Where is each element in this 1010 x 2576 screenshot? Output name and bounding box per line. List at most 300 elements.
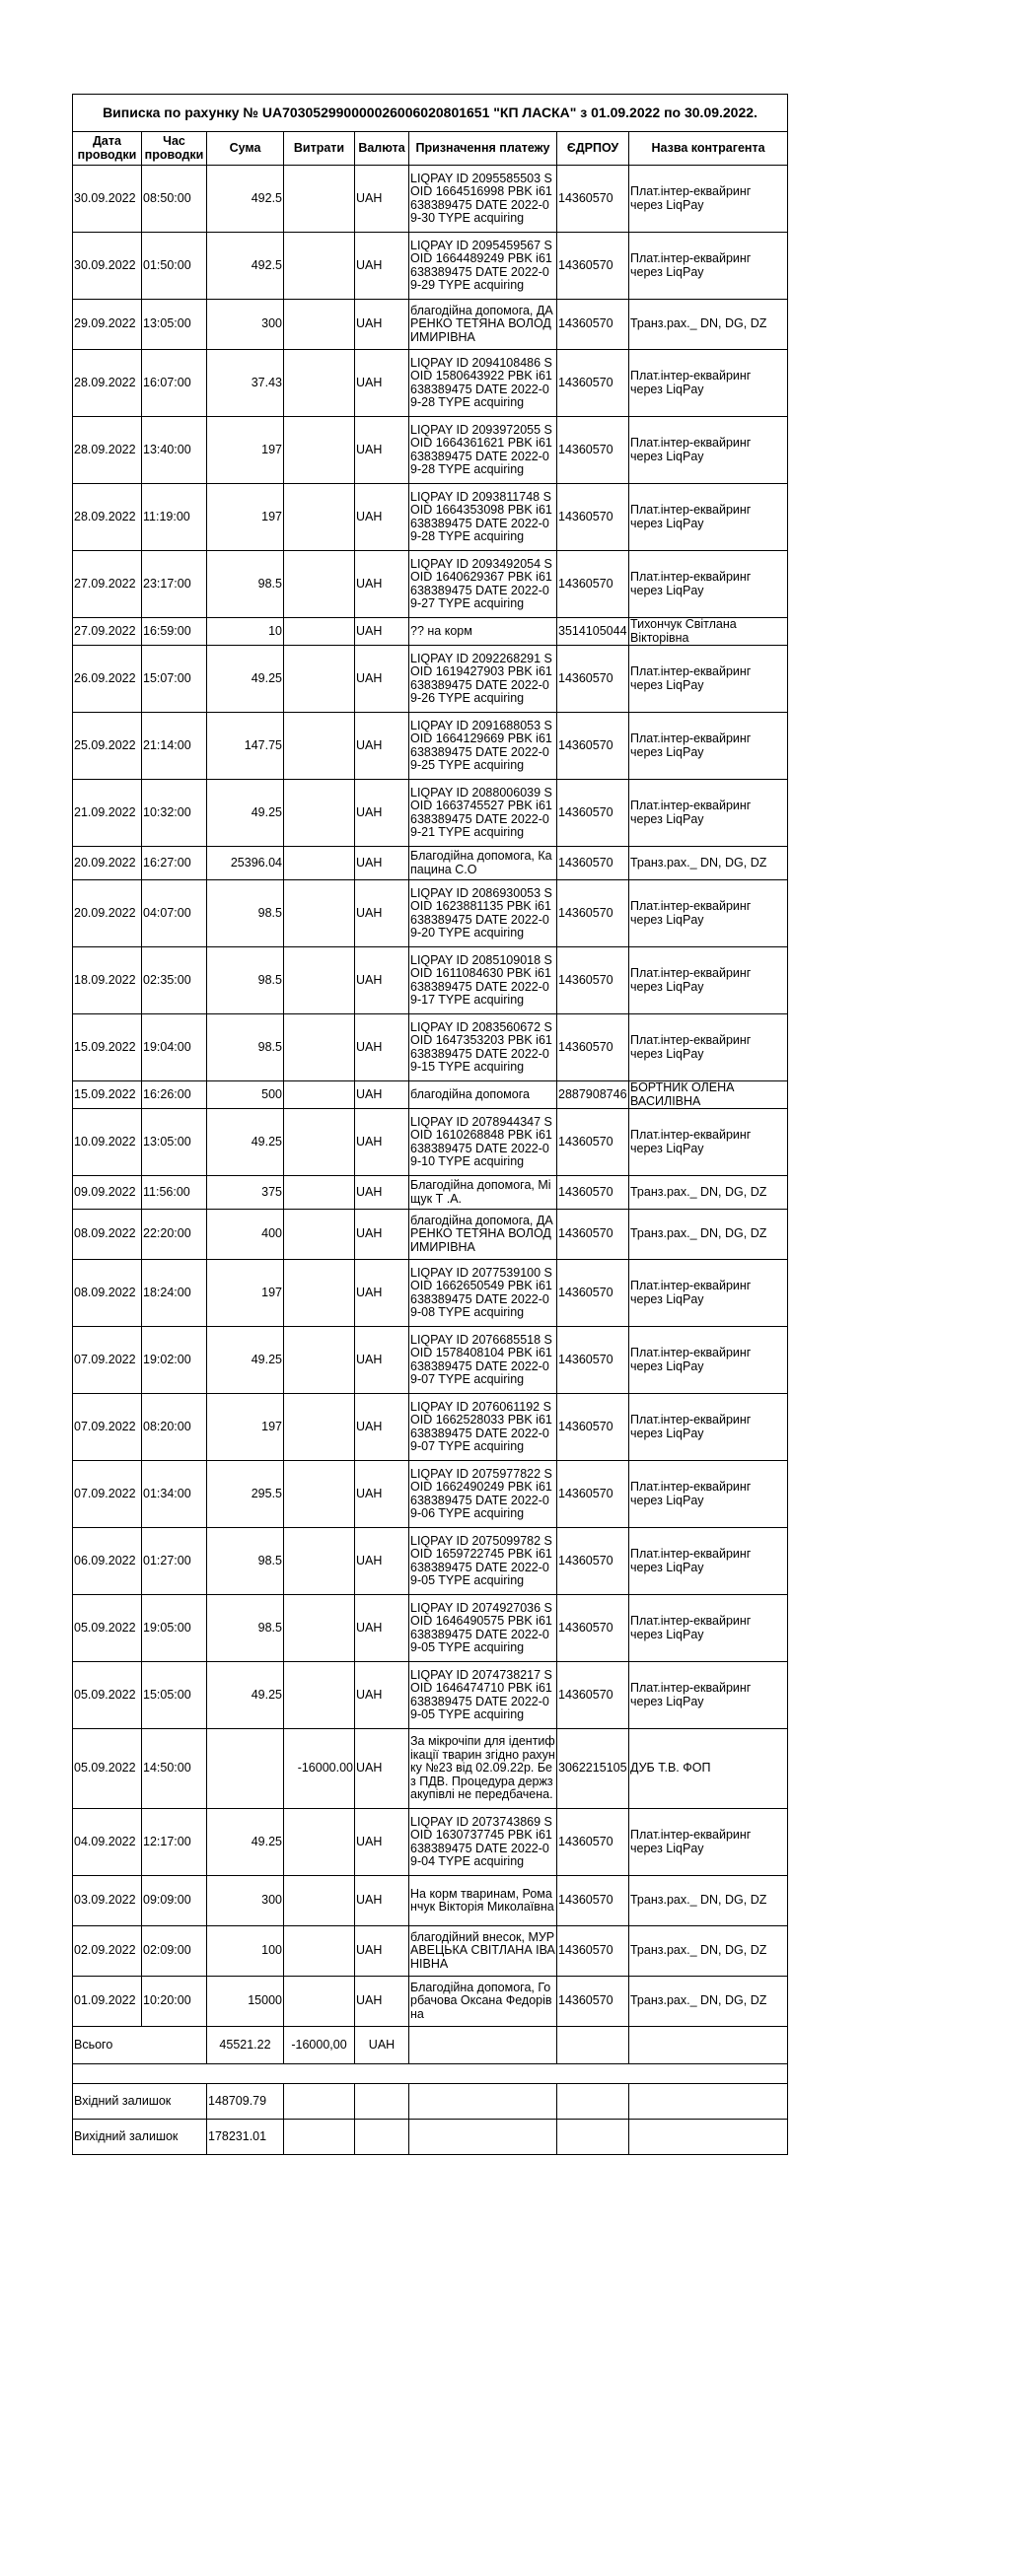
cell-currency: UAH xyxy=(355,646,409,713)
cell-counterparty: Плат.інтер-еквайринг через LiqPay xyxy=(629,417,788,484)
cell-time: 10:32:00 xyxy=(142,780,207,847)
cell-counterparty: Плат.інтер-еквайринг через LiqPay xyxy=(629,1662,788,1729)
cell-edrpou: 3062215105 xyxy=(557,1729,629,1809)
cell-expense xyxy=(284,1176,355,1210)
cell-amount: 49.25 xyxy=(207,1109,284,1176)
opening-balance-label: Вхідний залишок xyxy=(73,2084,207,2120)
closing-balance-label: Вихідний залишок xyxy=(73,2120,207,2155)
cell-time: 23:17:00 xyxy=(142,551,207,618)
empty-cell xyxy=(409,2120,557,2155)
cell-edrpou: 14360570 xyxy=(557,947,629,1014)
cell-expense xyxy=(284,1210,355,1260)
cell-date: 27.09.2022 xyxy=(73,551,142,618)
cell-amount: 49.25 xyxy=(207,646,284,713)
total-row xyxy=(73,2027,788,2064)
empty-cell xyxy=(409,2027,557,2064)
cell-purpose: LIQPAY ID 2095459567 SOID 1664489249 PBK i61638389475 DATE 2022-09-29 TYPE acquiring xyxy=(409,233,557,300)
empty-cell xyxy=(284,2120,355,2155)
cell-expense xyxy=(284,233,355,300)
cell-date: 29.09.2022 xyxy=(73,300,142,350)
cell-time: 16:59:00 xyxy=(142,618,207,646)
cell-date: 08.09.2022 xyxy=(73,1210,142,1260)
cell-currency: UAH xyxy=(355,350,409,417)
cell-date: 01.09.2022 xyxy=(73,1977,142,2027)
header-date: Дата проводки xyxy=(73,132,142,166)
cell-counterparty: Плат.інтер-еквайринг через LiqPay xyxy=(629,551,788,618)
cell-purpose: LIQPAY ID 2093492054 SOID 1640629367 PBK i61638389475 DATE 2022-09-27 TYPE acquiring xyxy=(409,551,557,618)
cell-expense xyxy=(284,1876,355,1926)
cell-counterparty: Плат.інтер-еквайринг через LiqPay xyxy=(629,880,788,947)
table-row xyxy=(73,233,788,300)
cell-counterparty: БОРТНИК ОЛЕНА ВАСИЛІВНА xyxy=(629,1081,788,1109)
table-row xyxy=(73,713,788,780)
cell-expense xyxy=(284,1014,355,1081)
empty-cell xyxy=(557,2120,629,2155)
cell-counterparty: Транз.рах._ DN, DG, DZ xyxy=(629,1176,788,1210)
cell-counterparty: Транз.рах._ DN, DG, DZ xyxy=(629,1977,788,2027)
cell-amount: 37.43 xyxy=(207,350,284,417)
cell-counterparty: Плат.інтер-еквайринг через LiqPay xyxy=(629,1528,788,1595)
cell-time: 09:09:00 xyxy=(142,1876,207,1926)
table-row xyxy=(73,1176,788,1210)
cell-time: 22:20:00 xyxy=(142,1210,207,1260)
cell-expense xyxy=(284,350,355,417)
cell-time: 21:14:00 xyxy=(142,713,207,780)
empty-cell xyxy=(284,2084,355,2120)
cell-date: 28.09.2022 xyxy=(73,484,142,551)
cell-date: 05.09.2022 xyxy=(73,1729,142,1809)
cell-currency: UAH xyxy=(355,551,409,618)
cell-purpose: Благодійна допомога, Горбачова Оксана Федорівна xyxy=(409,1977,557,2027)
spacer-row xyxy=(73,2064,788,2084)
cell-date: 20.09.2022 xyxy=(73,880,142,947)
total-amount: 45521.22 xyxy=(207,2027,284,2064)
cell-amount: 49.25 xyxy=(207,780,284,847)
cell-time: 19:05:00 xyxy=(142,1595,207,1662)
cell-expense xyxy=(284,551,355,618)
cell-edrpou: 14360570 xyxy=(557,847,629,880)
cell-purpose: LIQPAY ID 2093972055 SOID 1664361621 PBK i61638389475 DATE 2022-09-28 TYPE acquiring xyxy=(409,417,557,484)
cell-purpose: LIQPAY ID 2085109018 SOID 1611084630 PBK i61638389475 DATE 2022-09-17 TYPE acquiring xyxy=(409,947,557,1014)
cell-purpose: LIQPAY ID 2075099782 SOID 1659722745 PBK i61638389475 DATE 2022-09-05 TYPE acquiring xyxy=(409,1528,557,1595)
cell-counterparty: Плат.інтер-еквайринг через LiqPay xyxy=(629,947,788,1014)
cell-purpose: За мікрочіпи для ідентифікації тварин згідно рахунку №23 від 02.09.22р. Без ПДВ. Процедура держзакупівлі не передбачена. xyxy=(409,1729,557,1809)
cell-date: 05.09.2022 xyxy=(73,1595,142,1662)
cell-currency: UAH xyxy=(355,618,409,646)
table-row xyxy=(73,1977,788,2027)
cell-expense xyxy=(284,1461,355,1528)
cell-expense xyxy=(284,1528,355,1595)
cell-edrpou: 2887908746 xyxy=(557,1081,629,1109)
cell-amount: 98.5 xyxy=(207,1595,284,1662)
cell-date: 04.09.2022 xyxy=(73,1809,142,1876)
cell-purpose: благодійний внесок, МУРАВЕЦЬКА СВІТЛАНА ІВАНІВНА xyxy=(409,1926,557,1977)
cell-time: 19:04:00 xyxy=(142,1014,207,1081)
cell-edrpou: 14360570 xyxy=(557,417,629,484)
cell-currency: UAH xyxy=(355,1327,409,1394)
cell-date: 05.09.2022 xyxy=(73,1662,142,1729)
empty-cell xyxy=(557,2027,629,2064)
cell-time: 02:35:00 xyxy=(142,947,207,1014)
cell-counterparty: Плат.інтер-еквайринг через LiqPay xyxy=(629,484,788,551)
cell-counterparty: Плат.інтер-еквайринг через LiqPay xyxy=(629,1327,788,1394)
cell-currency: UAH xyxy=(355,947,409,1014)
cell-time: 08:20:00 xyxy=(142,1394,207,1461)
cell-currency: UAH xyxy=(355,880,409,947)
cell-time: 13:40:00 xyxy=(142,417,207,484)
cell-edrpou: 14360570 xyxy=(557,880,629,947)
cell-counterparty: Транз.рах._ DN, DG, DZ xyxy=(629,300,788,350)
cell-expense xyxy=(284,880,355,947)
cell-expense xyxy=(284,780,355,847)
statement-table xyxy=(72,94,788,2155)
cell-expense: -16000.00 xyxy=(284,1729,355,1809)
cell-purpose: LIQPAY ID 2076061192 SOID 1662528033 PBK i61638389475 DATE 2022-09-07 TYPE acquiring xyxy=(409,1394,557,1461)
cell-date: 08.09.2022 xyxy=(73,1260,142,1327)
cell-amount: 49.25 xyxy=(207,1327,284,1394)
cell-expense xyxy=(284,1809,355,1876)
cell-amount: 300 xyxy=(207,300,284,350)
table-row xyxy=(73,551,788,618)
cell-amount: 98.5 xyxy=(207,1014,284,1081)
cell-currency: UAH xyxy=(355,780,409,847)
cell-amount: 49.25 xyxy=(207,1809,284,1876)
cell-counterparty: Плат.інтер-еквайринг через LiqPay xyxy=(629,166,788,233)
cell-time: 12:17:00 xyxy=(142,1809,207,1876)
cell-amount: 295.5 xyxy=(207,1461,284,1528)
cell-amount: 492.5 xyxy=(207,233,284,300)
cell-purpose: LIQPAY ID 2092268291 SOID 1619427903 PBK i61638389475 DATE 2022-09-26 TYPE acquiring xyxy=(409,646,557,713)
cell-edrpou: 14360570 xyxy=(557,1327,629,1394)
cell-date: 10.09.2022 xyxy=(73,1109,142,1176)
cell-time: 01:34:00 xyxy=(142,1461,207,1528)
empty-cell xyxy=(355,2084,409,2120)
cell-expense xyxy=(284,1109,355,1176)
table-row xyxy=(73,1662,788,1729)
table-row xyxy=(73,166,788,233)
cell-expense xyxy=(284,1662,355,1729)
cell-amount: 147.75 xyxy=(207,713,284,780)
cell-amount: 197 xyxy=(207,484,284,551)
table-row xyxy=(73,1109,788,1176)
cell-expense xyxy=(284,166,355,233)
cell-counterparty: Плат.інтер-еквайринг через LiqPay xyxy=(629,1109,788,1176)
total-label: Всього xyxy=(73,2027,207,2064)
table-row xyxy=(73,1729,788,1809)
cell-amount: 10 xyxy=(207,618,284,646)
empty-cell xyxy=(629,2120,788,2155)
cell-currency: UAH xyxy=(355,1876,409,1926)
empty-cell xyxy=(355,2120,409,2155)
cell-currency: UAH xyxy=(355,1109,409,1176)
cell-time: 01:27:00 xyxy=(142,1528,207,1595)
cell-amount: 197 xyxy=(207,1260,284,1327)
cell-purpose: Благодійна допомога, Міщук Т .А. xyxy=(409,1176,557,1210)
cell-counterparty: Тихончук Світлана Вікторівна xyxy=(629,618,788,646)
empty-cell xyxy=(557,2084,629,2120)
cell-edrpou: 14360570 xyxy=(557,166,629,233)
cell-purpose: LIQPAY ID 2076685518 SOID 1578408104 PBK i61638389475 DATE 2022-09-07 TYPE acquiring xyxy=(409,1327,557,1394)
cell-time: 16:27:00 xyxy=(142,847,207,880)
cell-currency: UAH xyxy=(355,300,409,350)
cell-amount: 492.5 xyxy=(207,166,284,233)
cell-date: 15.09.2022 xyxy=(73,1014,142,1081)
cell-edrpou: 14360570 xyxy=(557,713,629,780)
cell-currency: UAH xyxy=(355,1176,409,1210)
cell-edrpou: 14360570 xyxy=(557,1461,629,1528)
cell-date: 20.09.2022 xyxy=(73,847,142,880)
cell-edrpou: 14360570 xyxy=(557,1176,629,1210)
cell-date: 27.09.2022 xyxy=(73,618,142,646)
cell-time: 01:50:00 xyxy=(142,233,207,300)
closing-balance-row xyxy=(73,2120,788,2155)
cell-edrpou: 14360570 xyxy=(557,1926,629,1977)
table-row xyxy=(73,947,788,1014)
cell-currency: UAH xyxy=(355,1662,409,1729)
cell-expense xyxy=(284,947,355,1014)
cell-counterparty: Транз.рах._ DN, DG, DZ xyxy=(629,1210,788,1260)
cell-amount: 98.5 xyxy=(207,880,284,947)
cell-currency: UAH xyxy=(355,1926,409,1977)
cell-date: 30.09.2022 xyxy=(73,233,142,300)
opening-balance-row xyxy=(73,2084,788,2120)
cell-currency: UAH xyxy=(355,1210,409,1260)
table-row xyxy=(73,1926,788,1977)
cell-expense xyxy=(284,847,355,880)
cell-date: 21.09.2022 xyxy=(73,780,142,847)
cell-date: 26.09.2022 xyxy=(73,646,142,713)
table-row xyxy=(73,1528,788,1595)
cell-counterparty: Плат.інтер-еквайринг через LiqPay xyxy=(629,1394,788,1461)
table-row xyxy=(73,1876,788,1926)
cell-edrpou: 14360570 xyxy=(557,1014,629,1081)
cell-amount: 375 xyxy=(207,1176,284,1210)
cell-expense xyxy=(284,1081,355,1109)
cell-purpose: LIQPAY ID 2091688053 SOID 1664129669 PBK i61638389475 DATE 2022-09-25 TYPE acquiring xyxy=(409,713,557,780)
cell-counterparty: Плат.інтер-еквайринг через LiqPay xyxy=(629,713,788,780)
cell-purpose: LIQPAY ID 2086930053 SOID 1623881135 PBK i61638389475 DATE 2022-09-20 TYPE acquiring xyxy=(409,880,557,947)
cell-expense xyxy=(284,646,355,713)
closing-balance-value: 178231.01 xyxy=(207,2120,284,2155)
cell-amount: 98.5 xyxy=(207,551,284,618)
cell-currency: UAH xyxy=(355,1809,409,1876)
cell-currency: UAH xyxy=(355,1081,409,1109)
cell-counterparty: Плат.інтер-еквайринг через LiqPay xyxy=(629,1014,788,1081)
cell-counterparty: Плат.інтер-еквайринг через LiqPay xyxy=(629,1595,788,1662)
cell-time: 02:09:00 xyxy=(142,1926,207,1977)
empty-cell xyxy=(409,2084,557,2120)
cell-edrpou: 14360570 xyxy=(557,1662,629,1729)
cell-time: 18:24:00 xyxy=(142,1260,207,1327)
header-row xyxy=(73,132,788,166)
cell-currency: UAH xyxy=(355,484,409,551)
cell-time: 13:05:00 xyxy=(142,1109,207,1176)
cell-edrpou: 14360570 xyxy=(557,646,629,713)
cell-date: 28.09.2022 xyxy=(73,350,142,417)
cell-purpose: благодійна допомога, ДАРЕНКО ТЕТЯНА ВОЛОДИМИРІВНА xyxy=(409,1210,557,1260)
cell-purpose: LIQPAY ID 2083560672 SOID 1647353203 PBK i61638389475 DATE 2022-09-15 TYPE acquiring xyxy=(409,1014,557,1081)
cell-currency: UAH xyxy=(355,1461,409,1528)
cell-currency: UAH xyxy=(355,1977,409,2027)
cell-edrpou: 14360570 xyxy=(557,1595,629,1662)
cell-counterparty: Плат.інтер-еквайринг через LiqPay xyxy=(629,1260,788,1327)
cell-time: 16:07:00 xyxy=(142,350,207,417)
cell-purpose: LIQPAY ID 2077539100 SOID 1662650549 PBK i61638389475 DATE 2022-09-08 TYPE acquiring xyxy=(409,1260,557,1327)
cell-amount: 400 xyxy=(207,1210,284,1260)
cell-purpose: LIQPAY ID 2078944347 SOID 1610268848 PBK i61638389475 DATE 2022-09-10 TYPE acquiring xyxy=(409,1109,557,1176)
cell-purpose: LIQPAY ID 2075977822 SOID 1662490249 PBK i61638389475 DATE 2022-09-06 TYPE acquiring xyxy=(409,1461,557,1528)
table-row xyxy=(73,618,788,646)
cell-date: 30.09.2022 xyxy=(73,166,142,233)
cell-date: 07.09.2022 xyxy=(73,1461,142,1528)
cell-time: 16:26:00 xyxy=(142,1081,207,1109)
cell-currency: UAH xyxy=(355,1595,409,1662)
cell-currency: UAH xyxy=(355,166,409,233)
cell-purpose: LIQPAY ID 2095585503 SOID 1664516998 PBK i61638389475 DATE 2022-09-30 TYPE acquiring xyxy=(409,166,557,233)
cell-date: 18.09.2022 xyxy=(73,947,142,1014)
cell-amount xyxy=(207,1729,284,1809)
cell-edrpou: 14360570 xyxy=(557,1109,629,1176)
cell-edrpou: 14360570 xyxy=(557,1210,629,1260)
table-row xyxy=(73,880,788,947)
total-expense: -16000,00 xyxy=(284,2027,355,2064)
cell-date: 25.09.2022 xyxy=(73,713,142,780)
cell-purpose: LIQPAY ID 2074738217 SOID 1646474710 PBK i61638389475 DATE 2022-09-05 TYPE acquiring xyxy=(409,1662,557,1729)
table-row xyxy=(73,1461,788,1528)
cell-date: 03.09.2022 xyxy=(73,1876,142,1926)
table-row xyxy=(73,350,788,417)
header-amount: Сума xyxy=(207,132,284,166)
cell-purpose: LIQPAY ID 2093811748 SOID 1664353098 PBK i61638389475 DATE 2022-09-28 TYPE acquiring xyxy=(409,484,557,551)
cell-time: 11:19:00 xyxy=(142,484,207,551)
cell-edrpou: 14360570 xyxy=(557,1260,629,1327)
cell-currency: UAH xyxy=(355,1394,409,1461)
cell-currency: UAH xyxy=(355,1528,409,1595)
empty-cell xyxy=(629,2027,788,2064)
cell-counterparty: Плат.інтер-еквайринг через LiqPay xyxy=(629,780,788,847)
table-row xyxy=(73,1327,788,1394)
header-edrpou: ЄДРПОУ xyxy=(557,132,629,166)
table-row xyxy=(73,417,788,484)
cell-amount: 197 xyxy=(207,417,284,484)
header-expense: Витрати xyxy=(284,132,355,166)
cell-date: 02.09.2022 xyxy=(73,1926,142,1977)
table-row xyxy=(73,1595,788,1662)
cell-counterparty: Плат.інтер-еквайринг через LiqPay xyxy=(629,646,788,713)
cell-edrpou: 14360570 xyxy=(557,350,629,417)
table-row xyxy=(73,646,788,713)
cell-currency: UAH xyxy=(355,847,409,880)
cell-time: 14:50:00 xyxy=(142,1729,207,1809)
cell-edrpou: 14360570 xyxy=(557,300,629,350)
cell-counterparty: Плат.інтер-еквайринг через LiqPay xyxy=(629,350,788,417)
cell-expense xyxy=(284,300,355,350)
cell-purpose: благодійна допомога, ДАРЕНКО ТЕТЯНА ВОЛОДИМИРІВНА xyxy=(409,300,557,350)
total-currency: UAH xyxy=(355,2027,409,2064)
cell-expense xyxy=(284,1977,355,2027)
statement-title: Виписка по рахунку № UA703052990000026006020801651 "КП ЛАСКА" з 01.09.2022 по 30.09.2022. xyxy=(73,95,788,132)
cell-purpose: LIQPAY ID 2088006039 SOID 1663745527 PBK i61638389475 DATE 2022-09-21 TYPE acquiring xyxy=(409,780,557,847)
cell-currency: UAH xyxy=(355,233,409,300)
table-row xyxy=(73,1394,788,1461)
cell-edrpou: 14360570 xyxy=(557,780,629,847)
opening-balance-value: 148709.79 xyxy=(207,2084,284,2120)
cell-time: 08:50:00 xyxy=(142,166,207,233)
cell-currency: UAH xyxy=(355,417,409,484)
cell-purpose: ?? на корм xyxy=(409,618,557,646)
table-row xyxy=(73,1014,788,1081)
cell-currency: UAH xyxy=(355,1729,409,1809)
cell-edrpou: 14360570 xyxy=(557,551,629,618)
cell-edrpou: 14360570 xyxy=(557,1528,629,1595)
table-row xyxy=(73,1809,788,1876)
cell-expense xyxy=(284,1394,355,1461)
cell-edrpou: 3514105044 xyxy=(557,618,629,646)
cell-amount: 49.25 xyxy=(207,1662,284,1729)
table-row xyxy=(73,1081,788,1109)
header-counterparty: Назва контрагента xyxy=(629,132,788,166)
cell-purpose: LIQPAY ID 2074927036 SOID 1646490575 PBK i61638389475 DATE 2022-09-05 TYPE acquiring xyxy=(409,1595,557,1662)
cell-counterparty: Плат.інтер-еквайринг через LiqPay xyxy=(629,1809,788,1876)
cell-counterparty: Плат.інтер-еквайринг через LiqPay xyxy=(629,1461,788,1528)
cell-edrpou: 14360570 xyxy=(557,1977,629,2027)
cell-amount: 197 xyxy=(207,1394,284,1461)
cell-purpose: На корм тваринам, Романчук Вікторія Миколаївна xyxy=(409,1876,557,1926)
cell-purpose: Благодійна допомога, Капацина С.О xyxy=(409,847,557,880)
table-row xyxy=(73,847,788,880)
cell-amount: 15000 xyxy=(207,1977,284,2027)
cell-date: 28.09.2022 xyxy=(73,417,142,484)
cell-edrpou: 14360570 xyxy=(557,484,629,551)
cell-time: 19:02:00 xyxy=(142,1327,207,1394)
cell-expense xyxy=(284,618,355,646)
cell-edrpou: 14360570 xyxy=(557,233,629,300)
cell-counterparty: Транз.рах._ DN, DG, DZ xyxy=(629,1926,788,1977)
cell-amount: 98.5 xyxy=(207,1528,284,1595)
cell-currency: UAH xyxy=(355,713,409,780)
table-row xyxy=(73,1260,788,1327)
cell-purpose: LIQPAY ID 2094108486 SOID 1580643922 PBK i61638389475 DATE 2022-09-28 TYPE acquiring xyxy=(409,350,557,417)
cell-date: 09.09.2022 xyxy=(73,1176,142,1210)
empty-cell xyxy=(73,2064,788,2084)
cell-edrpou: 14360570 xyxy=(557,1876,629,1926)
cell-time: 13:05:00 xyxy=(142,300,207,350)
cell-counterparty: ДУБ Т.В. ФОП xyxy=(629,1729,788,1809)
cell-amount: 100 xyxy=(207,1926,284,1977)
table-row xyxy=(73,484,788,551)
table-row xyxy=(73,300,788,350)
cell-expense xyxy=(284,1926,355,1977)
cell-date: 06.09.2022 xyxy=(73,1528,142,1595)
cell-edrpou: 14360570 xyxy=(557,1809,629,1876)
cell-counterparty: Транз.рах._ DN, DG, DZ xyxy=(629,847,788,880)
cell-amount: 25396.04 xyxy=(207,847,284,880)
table-row xyxy=(73,780,788,847)
cell-currency: UAH xyxy=(355,1014,409,1081)
header-time: Час проводки xyxy=(142,132,207,166)
cell-amount: 98.5 xyxy=(207,947,284,1014)
cell-amount: 300 xyxy=(207,1876,284,1926)
cell-expense xyxy=(284,1327,355,1394)
cell-time: 10:20:00 xyxy=(142,1977,207,2027)
cell-expense xyxy=(284,417,355,484)
cell-counterparty: Транз.рах._ DN, DG, DZ xyxy=(629,1876,788,1926)
cell-amount: 500 xyxy=(207,1081,284,1109)
cell-time: 04:07:00 xyxy=(142,880,207,947)
cell-date: 15.09.2022 xyxy=(73,1081,142,1109)
cell-purpose: LIQPAY ID 2073743869 SOID 1630737745 PBK i61638389475 DATE 2022-09-04 TYPE acquiring xyxy=(409,1809,557,1876)
cell-date: 07.09.2022 xyxy=(73,1394,142,1461)
